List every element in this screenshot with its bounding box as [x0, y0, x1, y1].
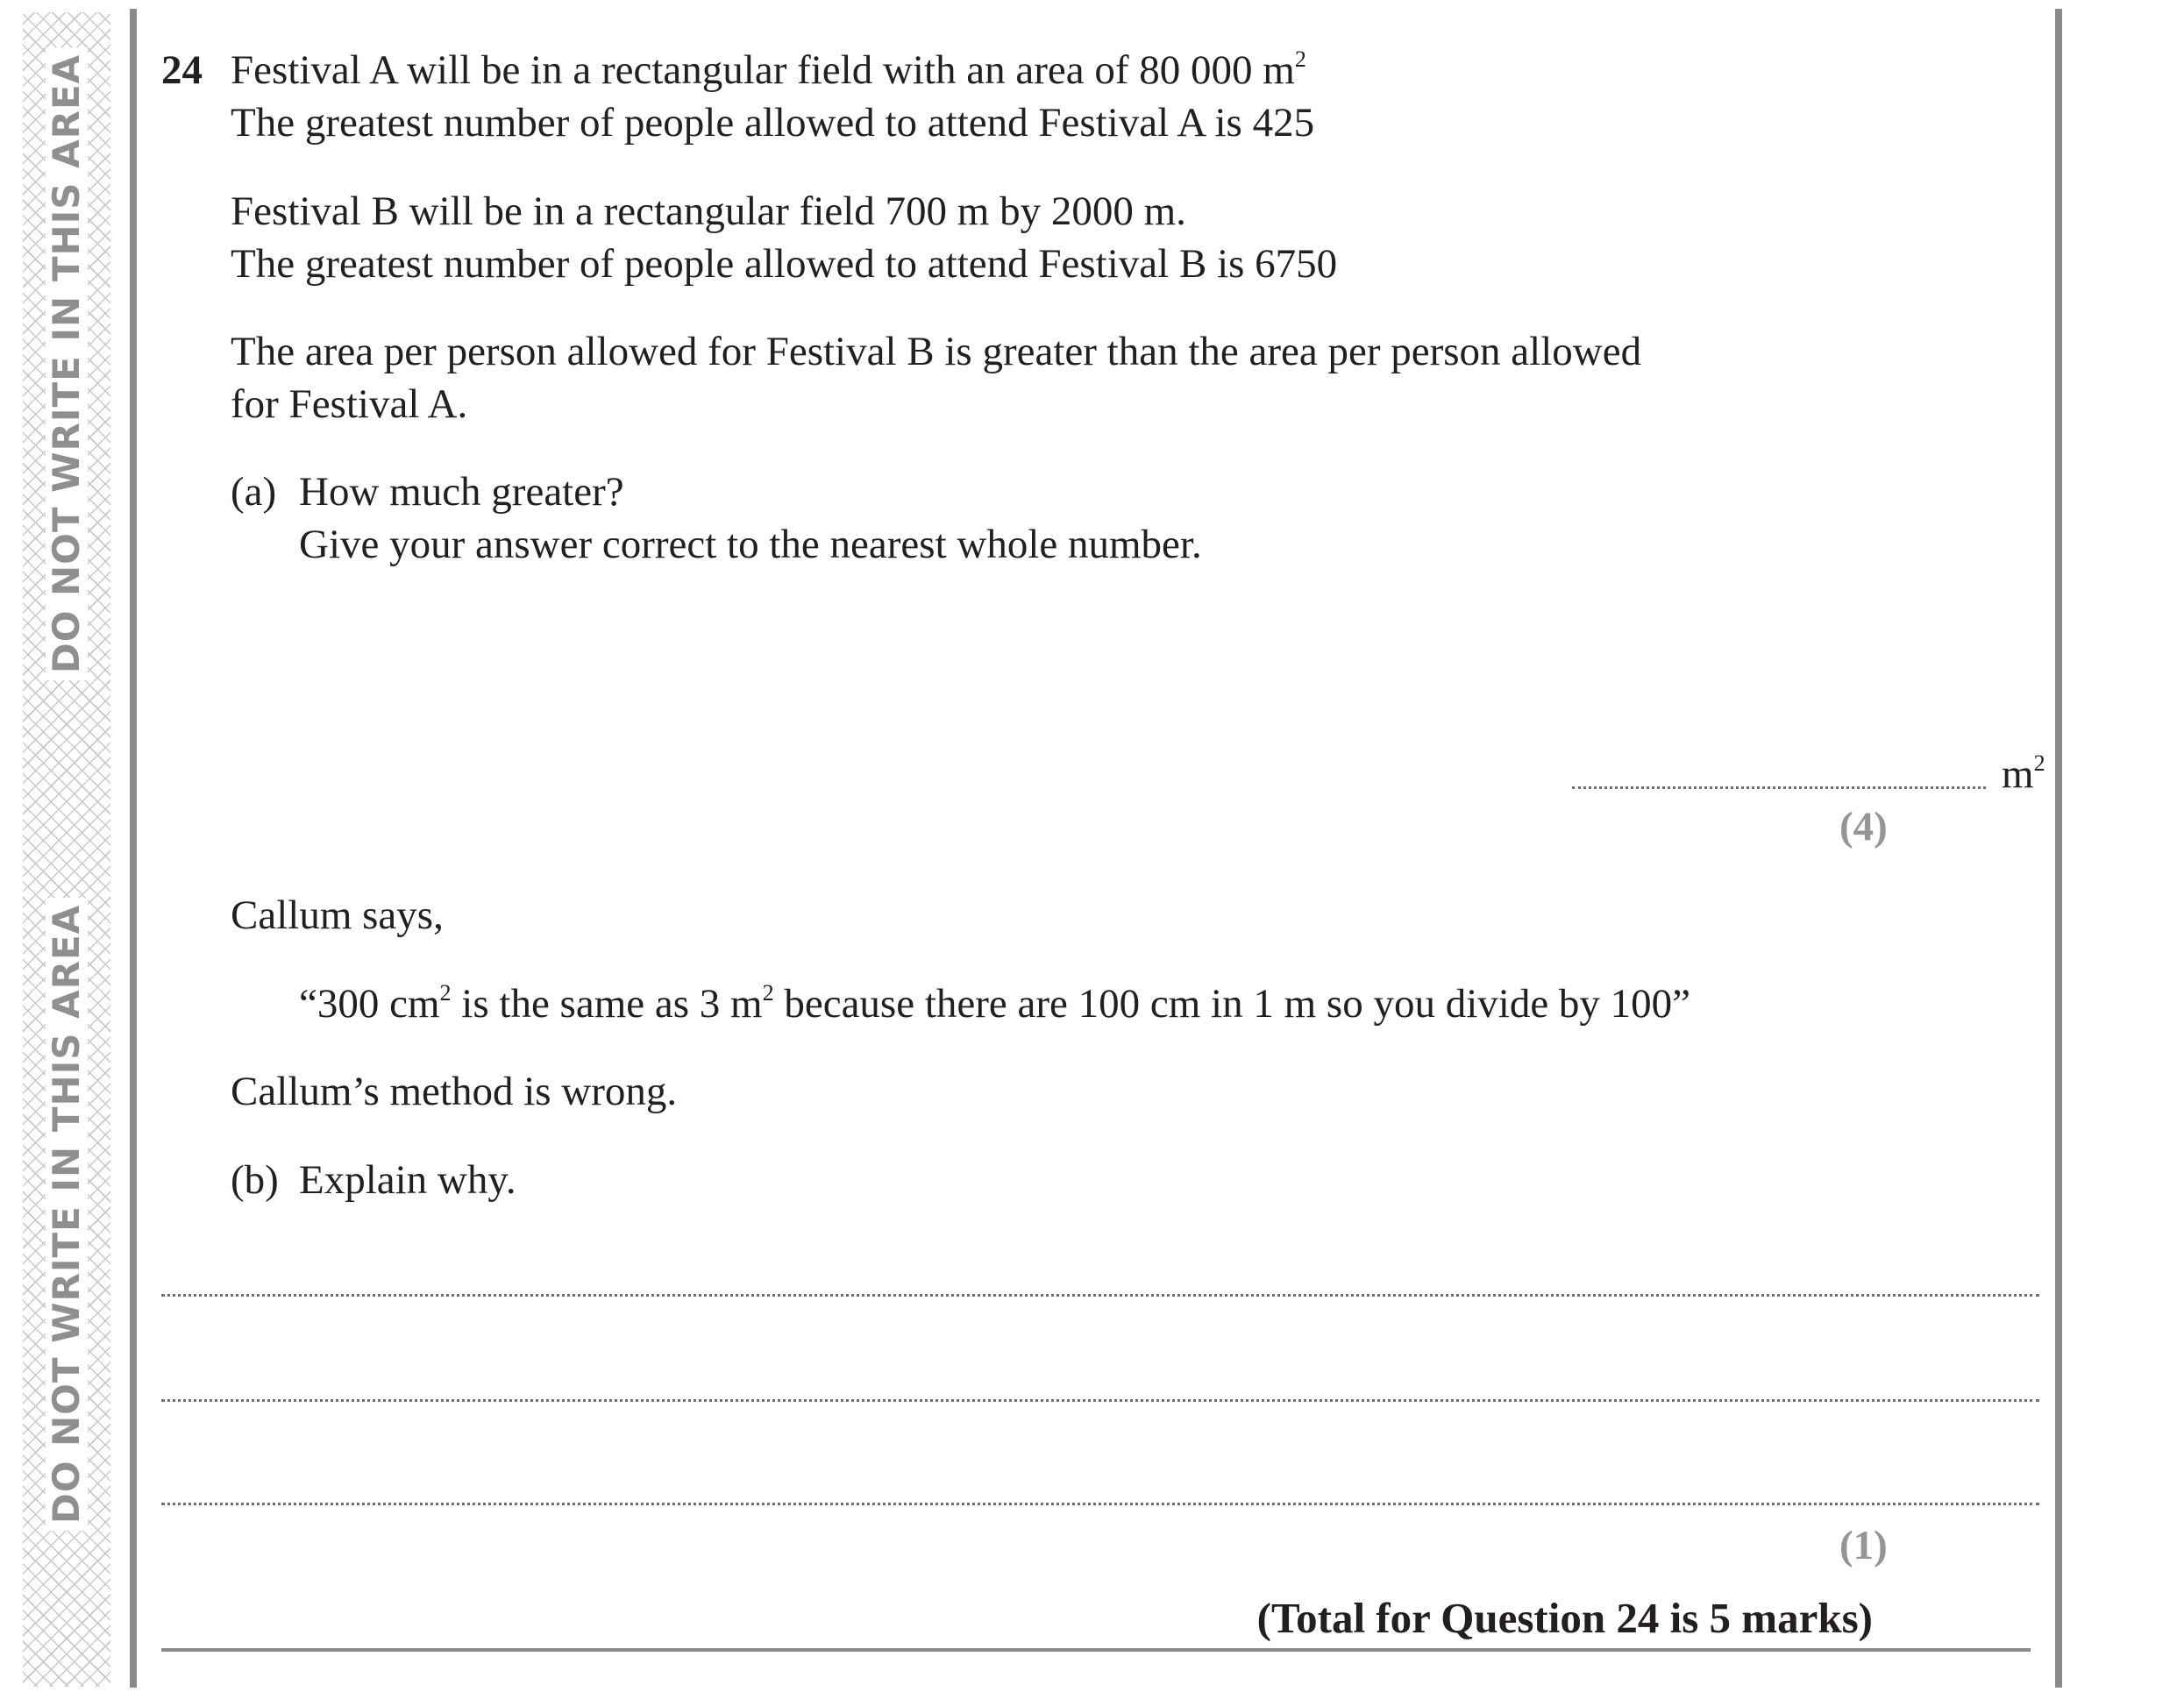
left-border-rule [130, 9, 137, 1688]
question-line: The greatest number of people allowed to attend Festival A is 425 [231, 100, 1315, 146]
question-line: The greatest number of people allowed to attend Festival B is 6750 [231, 241, 1338, 287]
part-a-label: (a) [231, 469, 277, 515]
part-a-prompt: (a) How much greater? [231, 469, 624, 515]
question-line: for Festival A. [231, 381, 468, 427]
question-line: The area per person allowed for Festival B is greater than the area per person allowed [231, 329, 1642, 374]
part-b-label: (b) [231, 1157, 279, 1203]
question-total: (Total for Question 24 is 5 marks) [1256, 1594, 1873, 1642]
answer-line-a[interactable] [1572, 786, 1986, 789]
callum-says: Callum says, [231, 892, 444, 938]
answer-line-b[interactable] [161, 1503, 2039, 1505]
marks-b: (1) [1839, 1523, 1888, 1568]
method-wrong: Callum’s method is wrong. [231, 1069, 678, 1114]
bottom-rule [161, 1648, 2031, 1652]
callum-quote: “300 $cm^2$ is the same as 3 $m^2$ because there are 100 cm in 1 m so you divide by 100” [299, 980, 1691, 1027]
part-a-instruction: Give your answer correct to the nearest whole number. [299, 522, 1202, 567]
marks-a: (4) [1839, 804, 1888, 850]
answer-line-b[interactable] [161, 1294, 2039, 1297]
part-b-prompt: (b) Explain why. [231, 1157, 516, 1203]
question-number: 24 [161, 47, 203, 93]
answer-line-b[interactable] [161, 1399, 2039, 1402]
right-border-rule [2055, 9, 2062, 1688]
question-line: Festival A will be in a rectangular field with an area of 80 000 $m^2$ [231, 46, 1306, 93]
answer-unit: $m^2$ [2002, 750, 2045, 797]
question-line: Festival B will be in a rectangular field 700 m by 2000 m. [231, 188, 1186, 234]
